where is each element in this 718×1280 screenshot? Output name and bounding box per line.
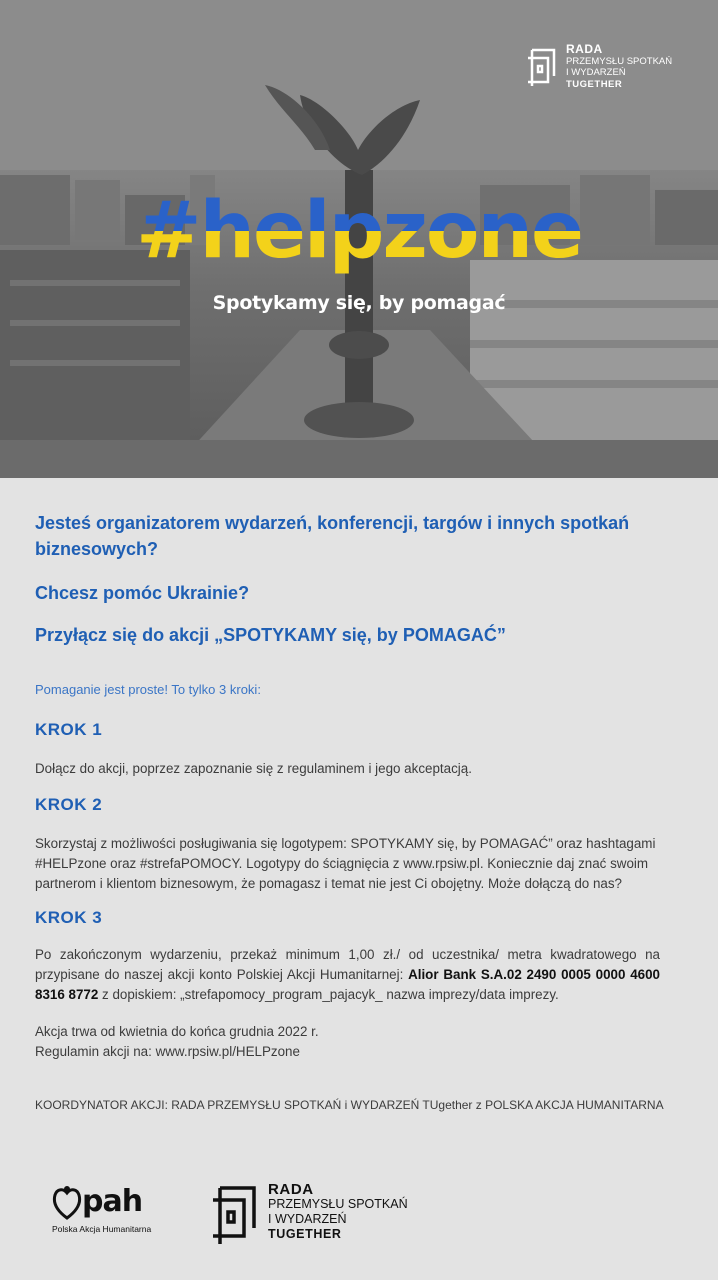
bank-account: Alior Bank S.A.02 2490 0005 0000 4600 8316 8772 — [35, 967, 660, 1002]
rada-logo-line1: RADA — [566, 42, 603, 56]
step3-text — [35, 945, 660, 1005]
question-organizer: Jesteś organizatorem wydarzeń, konferencji, targów i innych spotkań biznesowych? — [35, 513, 630, 559]
rules-text: Regulamin akcji na: www.rpsiw.pl/HELPzone — [35, 1044, 300, 1059]
rada-logo-line2: PRZEMYSŁU SPOTKAŃ — [566, 55, 673, 67]
question-join: Przyłącz się do akcji „SPOTYKAMY się, by POMAGAĆ” — [35, 625, 506, 645]
intro-text: Pomaganie jest proste! To tylko 3 kroki: — [35, 682, 261, 697]
rada-logo-line3: I WYDARZEŃ — [566, 67, 626, 78]
rada-square-icon — [526, 46, 558, 90]
rada-footer-line2: PRZEMYSŁU SPOTKAŃ — [268, 1197, 408, 1211]
pah-word: pah — [82, 1184, 143, 1219]
step3-title: KROK 3 — [35, 908, 103, 927]
hero-title: #helpzone — [0, 186, 718, 276]
coordinator-text: KOORDYNATOR AKCJI: RADA PRZEMYSŁU SPOTKAŃ i WYDARZEŃ TUgether z POLSKA AKCJA HUMANITARNA — [35, 1098, 664, 1112]
step3-text-before: Po zakończonym wydarzeniu, przekaż minimum 1,00 zł./ od uczestnika/ metra kwadratowego na przypisane do naszej akcji konto Polskiej Akcji Humanitarnej: — [35, 947, 660, 982]
pah-subtitle: Polska Akcja Humanitarna — [52, 1224, 152, 1234]
step2-title: KROK 2 — [35, 795, 103, 814]
step1-title: KROK 1 — [35, 720, 103, 739]
step1-text: Dołącz do akcji, poprzez zapoznanie się z regulaminem i jego akceptacją. — [35, 761, 472, 776]
duration-text: Akcja trwa od kwietnia do końca grudnia 2022 r. — [35, 1024, 319, 1039]
hero-subtitle: Spotykamy się, by pomagać — [212, 292, 506, 314]
rada-logo-footer — [210, 1182, 470, 1252]
question-help-ukraine: Chcesz pomóc Ukrainie? — [35, 583, 250, 603]
rada-logo-line4: TUGETHER — [566, 78, 623, 90]
step2-text: Skorzystaj z możliwości posługiwania się logotypem: SPOTYKAMY się, by POMAGAĆ” oraz hashtagami #HELPzone oraz #strefaPOMOCY. Logotypy do ściągnięcia z www.rpsiw.pl. Koniecznie daj znać swoim partnerom i klientom biznesowym, że pomagasz i temat nie jest Ci obojętny. Może dołączą do nas? — [35, 836, 656, 891]
rada-footer-line3: I WYDARZEŃ — [268, 1212, 347, 1226]
pah-heart-icon — [52, 1184, 82, 1220]
hero-banner — [0, 0, 718, 478]
rada-footer-line1: RADA — [268, 1181, 314, 1198]
step3-text-after: z dopiskiem: „strefapomocy_program_pajacyk_ nazwa imprezy/data imprezy. — [98, 987, 559, 1002]
rada-footer-line4: TUGETHER — [268, 1227, 342, 1241]
pah-logo — [50, 1182, 170, 1242]
rada-square-icon — [210, 1182, 260, 1248]
rada-logo-top — [526, 44, 706, 94]
